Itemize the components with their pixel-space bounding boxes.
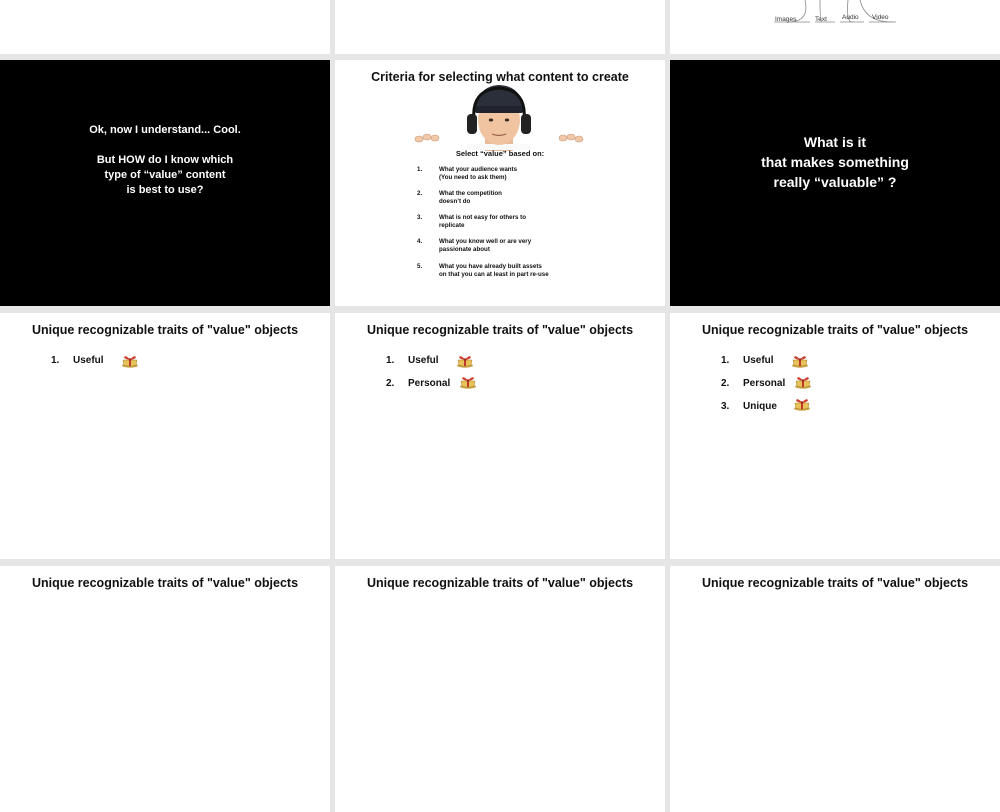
trait-label: Personal bbox=[408, 378, 451, 389]
gift-box-icon bbox=[791, 352, 809, 368]
criteria-item-text: What is not easy for others to replicate bbox=[439, 214, 526, 229]
trait-label: Personal bbox=[743, 378, 786, 389]
criteria-item-text: What your audience wants (You need to ask them) bbox=[439, 166, 518, 181]
slide-traits-title: Unique recognizable traits of "value" objects bbox=[701, 576, 969, 590]
slide-traits-title: Unique recognizable traits of "value" objects bbox=[366, 323, 634, 337]
slide-traits-title: Unique recognizable traits of "value" objects bbox=[701, 323, 969, 337]
criteria-item-number: 4. bbox=[417, 238, 423, 245]
criteria-item-number: 2. bbox=[417, 190, 423, 197]
trait-label: Useful bbox=[408, 355, 439, 366]
trait-number: 1. bbox=[51, 355, 60, 366]
gift-box-icon bbox=[794, 373, 812, 389]
trait-number: 1. bbox=[721, 355, 730, 366]
diagram-label-text: Text bbox=[815, 16, 827, 23]
trait-label: Useful bbox=[73, 355, 104, 366]
trait-number: 1. bbox=[386, 355, 395, 366]
diagram-label-video: Video bbox=[872, 14, 889, 21]
slide-thumbnail-top-middle[interactable] bbox=[335, 0, 665, 54]
criteria-item-number: 5. bbox=[417, 263, 423, 270]
trait-number: 2. bbox=[386, 378, 395, 389]
diagram-label-images: Images bbox=[775, 16, 797, 23]
gift-box-icon bbox=[793, 395, 811, 411]
slide-understand[interactable] bbox=[0, 60, 330, 306]
trait-label: Unique bbox=[743, 401, 777, 412]
slide-traits-2[interactable] bbox=[335, 313, 665, 559]
slide-thumbnail-top-right[interactable] bbox=[670, 0, 1000, 54]
criteria-item-number: 1. bbox=[417, 166, 423, 173]
content-types-diagram bbox=[670, 0, 1000, 54]
slide-traits-title: Unique recognizable traits of "value" objects bbox=[31, 576, 299, 590]
person-with-headphones-illustration bbox=[335, 82, 665, 172]
slide-criteria-subtitle: Select “value” based on: bbox=[455, 149, 545, 158]
criteria-item-text: What you know well or are very passionate about bbox=[439, 238, 532, 253]
slide-valuable-text: What is it that makes something really “valuable” ? bbox=[761, 134, 909, 190]
slide-traits-5[interactable] bbox=[335, 566, 665, 812]
gift-box-icon bbox=[459, 373, 477, 389]
slide-understand-text: Ok, now I understand... Cool. But HOW do I know which type of “value” content is best to use? bbox=[89, 124, 241, 196]
gift-box-icon bbox=[456, 352, 474, 368]
slide-traits-1[interactable] bbox=[0, 313, 330, 559]
trait-number: 3. bbox=[721, 401, 730, 412]
slide-thumbnail-top-left[interactable] bbox=[0, 0, 330, 54]
gift-box-icon bbox=[121, 352, 139, 368]
slide-valuable[interactable] bbox=[670, 60, 1000, 306]
slide-criteria-title: Criteria for selecting what content to create bbox=[371, 70, 629, 84]
slide-traits-title: Unique recognizable traits of "value" objects bbox=[31, 323, 299, 337]
slide-traits-3[interactable] bbox=[670, 313, 1000, 559]
criteria-item-text: What you have already built assets on that you can at least in part re-use bbox=[439, 263, 549, 278]
diagram-label-audio: Audio bbox=[842, 14, 859, 21]
trait-number: 2. bbox=[721, 378, 730, 389]
criteria-item-number: 3. bbox=[417, 214, 423, 221]
slide-traits-6[interactable] bbox=[670, 566, 1000, 812]
trait-label: Useful bbox=[743, 355, 774, 366]
slide-criteria[interactable] bbox=[335, 60, 665, 306]
criteria-item-text: What the competition doesn’t do bbox=[439, 190, 502, 205]
slide-traits-4[interactable] bbox=[0, 566, 330, 812]
slide-traits-title: Unique recognizable traits of "value" objects bbox=[366, 576, 634, 590]
